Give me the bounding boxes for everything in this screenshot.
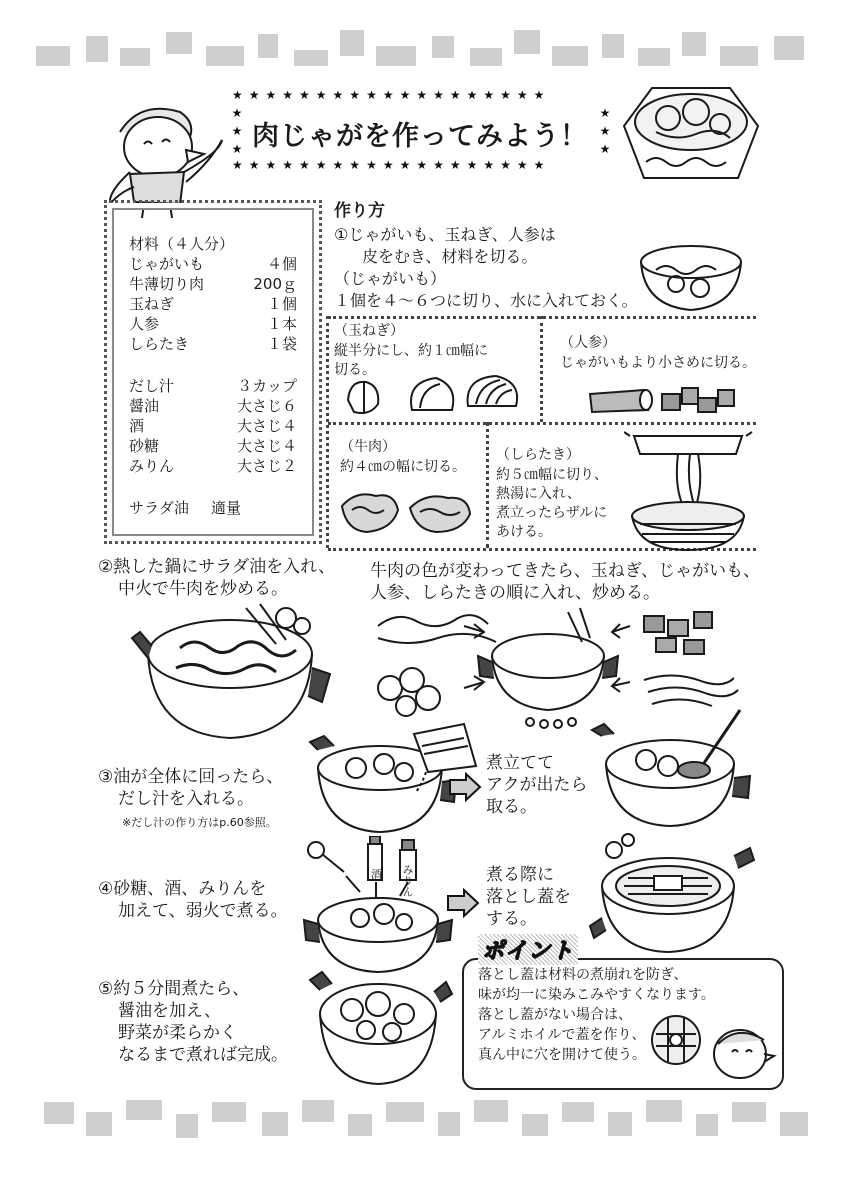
foil-lid-and-bird-illustration	[648, 1004, 778, 1088]
beef-label: （牛肉）	[340, 439, 396, 455]
point-line2: 味が均一に染みこみやすくなります。	[478, 987, 715, 1003]
seasoning-row: 酒 大さじ４	[129, 417, 297, 435]
step1-line1: ①じゃがいも、玉ねぎ、人参は	[334, 225, 556, 244]
bottom-checker-border	[36, 1098, 812, 1142]
step3b-line3: 取る。	[486, 797, 537, 817]
point-line1: 落とし蓋は材料の煮崩れを防ぎ、	[478, 967, 688, 983]
step3b-line2: アクが出たら	[486, 775, 588, 795]
star-border-bottom: ★★★★★★★★★★★★★★★★★★★	[232, 158, 551, 172]
shirataki-colander-illustration	[624, 428, 754, 552]
mirin-bottle-label: みりん	[401, 864, 414, 897]
step4-line2: 加えて、弱火で煮る。	[118, 901, 288, 921]
step3-note: ※だし汁の作り方はp.60参照。	[122, 816, 277, 829]
step1-line2: 皮をむき、材料を切る。	[362, 247, 538, 266]
step2-line1: ②熱した鍋にサラダ油を入れ、	[98, 557, 336, 577]
star-border-left: ★★★	[230, 106, 244, 160]
ingredient-row: しらたき １袋	[129, 335, 297, 353]
carrot-illustration	[584, 378, 744, 418]
shirataki-label: （しらたき）	[496, 447, 580, 463]
step4-line1: ④砂糖、酒、みりんを	[98, 879, 267, 899]
carrot-text: じゃがいもより小さめに切る。	[560, 355, 756, 371]
star-border-top: ★★★★★★★★★★★★★★★★★★★	[232, 88, 551, 102]
prep-divider	[540, 316, 543, 422]
shirataki-line1: 約５㎝幅に切り、	[496, 467, 608, 483]
nikujaga-bowl-illustration	[616, 82, 766, 192]
step3b-line1: 煮立てて	[486, 753, 554, 773]
ingredients-box	[104, 200, 322, 544]
step5-line2: 醤油を加え、	[118, 1001, 222, 1021]
step2b-line2: 人参、しらたきの順に入れ、炒める。	[370, 583, 661, 603]
onion-line1: 縦半分にし、約１㎝幅に	[334, 343, 488, 359]
step2b-line1: 牛肉の色が変わってきたら、玉ねぎ、じゃがいも、	[370, 561, 761, 581]
ingredient-row: 玉ねぎ １個	[129, 295, 297, 313]
prep-divider	[326, 316, 329, 548]
title-frame	[230, 88, 612, 172]
onion-illustration	[340, 370, 530, 420]
seasoning-row: 醤油 大さじ６	[129, 397, 297, 415]
ingredient-row: 人参 １本	[129, 315, 297, 333]
carrot-label: （人参）	[560, 335, 616, 351]
step5-line3: 野菜が柔らかく	[118, 1023, 237, 1043]
potato-in-water-illustration	[636, 236, 746, 316]
step4b-line1: 煮る際に	[486, 865, 554, 885]
drop-lid-pot-illustration	[588, 826, 758, 956]
method-heading: 作り方	[334, 201, 385, 221]
ingredient-row: 牛薄切り肉 200ｇ	[129, 275, 297, 293]
oil-row: サラダ油 適量	[129, 499, 242, 517]
potato-text: １個を４～６つに切り、水に入れておく。	[334, 291, 638, 310]
step4b-line3: する。	[486, 909, 537, 929]
shirataki-line3: 煮立ったらザルに	[496, 505, 608, 521]
beef-illustration	[336, 486, 476, 538]
point-line4: アルミホイルで蓋を作り、	[478, 1027, 646, 1043]
shirataki-line4: あける。	[496, 524, 552, 540]
step4b-line2: 落とし蓋を	[486, 887, 571, 907]
adding-seasoning-pot-illustration	[300, 836, 460, 976]
step5-line4: なるまで煮れば完成。	[118, 1045, 288, 1065]
arrow-icon	[446, 888, 480, 918]
page-title: 肉じゃがを作ってみよう！	[252, 121, 588, 152]
seasoning-row: みりん 大さじ２	[129, 457, 297, 475]
sake-bottle-label: 酒	[371, 868, 382, 881]
ingredients-heading: 材料（４人分）	[129, 235, 235, 253]
beef-text: 約４㎝の幅に切る。	[340, 459, 466, 475]
point-line5: 真ん中に穴を開けて使う。	[478, 1047, 646, 1063]
top-checker-border	[36, 28, 812, 72]
skimming-scum-pot-illustration	[590, 706, 760, 830]
arrow-icon	[448, 772, 482, 802]
step5-line1: ⑤約５分間煮たら、	[98, 979, 250, 999]
prep-divider	[486, 422, 489, 548]
point-label: ポイント	[478, 934, 578, 965]
finished-nikujaga-pot-illustration	[306, 960, 456, 1090]
ingredient-row: じゃがいも ４個	[129, 255, 297, 273]
shirataki-line2: 熱湯に入れ、	[496, 486, 581, 502]
seasoning-row: だし汁 ３カップ	[129, 377, 297, 395]
step2-line2: 中火で牛肉を炒める。	[118, 579, 288, 599]
onion-label: （玉ねぎ）	[334, 323, 404, 339]
step3-line1: ③油が全体に回ったら、	[98, 767, 284, 787]
potato-label: （じゃがいも）	[334, 269, 447, 288]
point-line3: 落とし蓋がない場合は、	[478, 1007, 632, 1023]
prep-divider	[328, 422, 756, 425]
step3-line2: だし汁を入れる。	[118, 789, 254, 809]
seasoning-row: 砂糖 大さじ４	[129, 437, 297, 455]
onion-line2: 切る。	[334, 362, 376, 378]
star-border-right: ★★★	[598, 106, 612, 160]
